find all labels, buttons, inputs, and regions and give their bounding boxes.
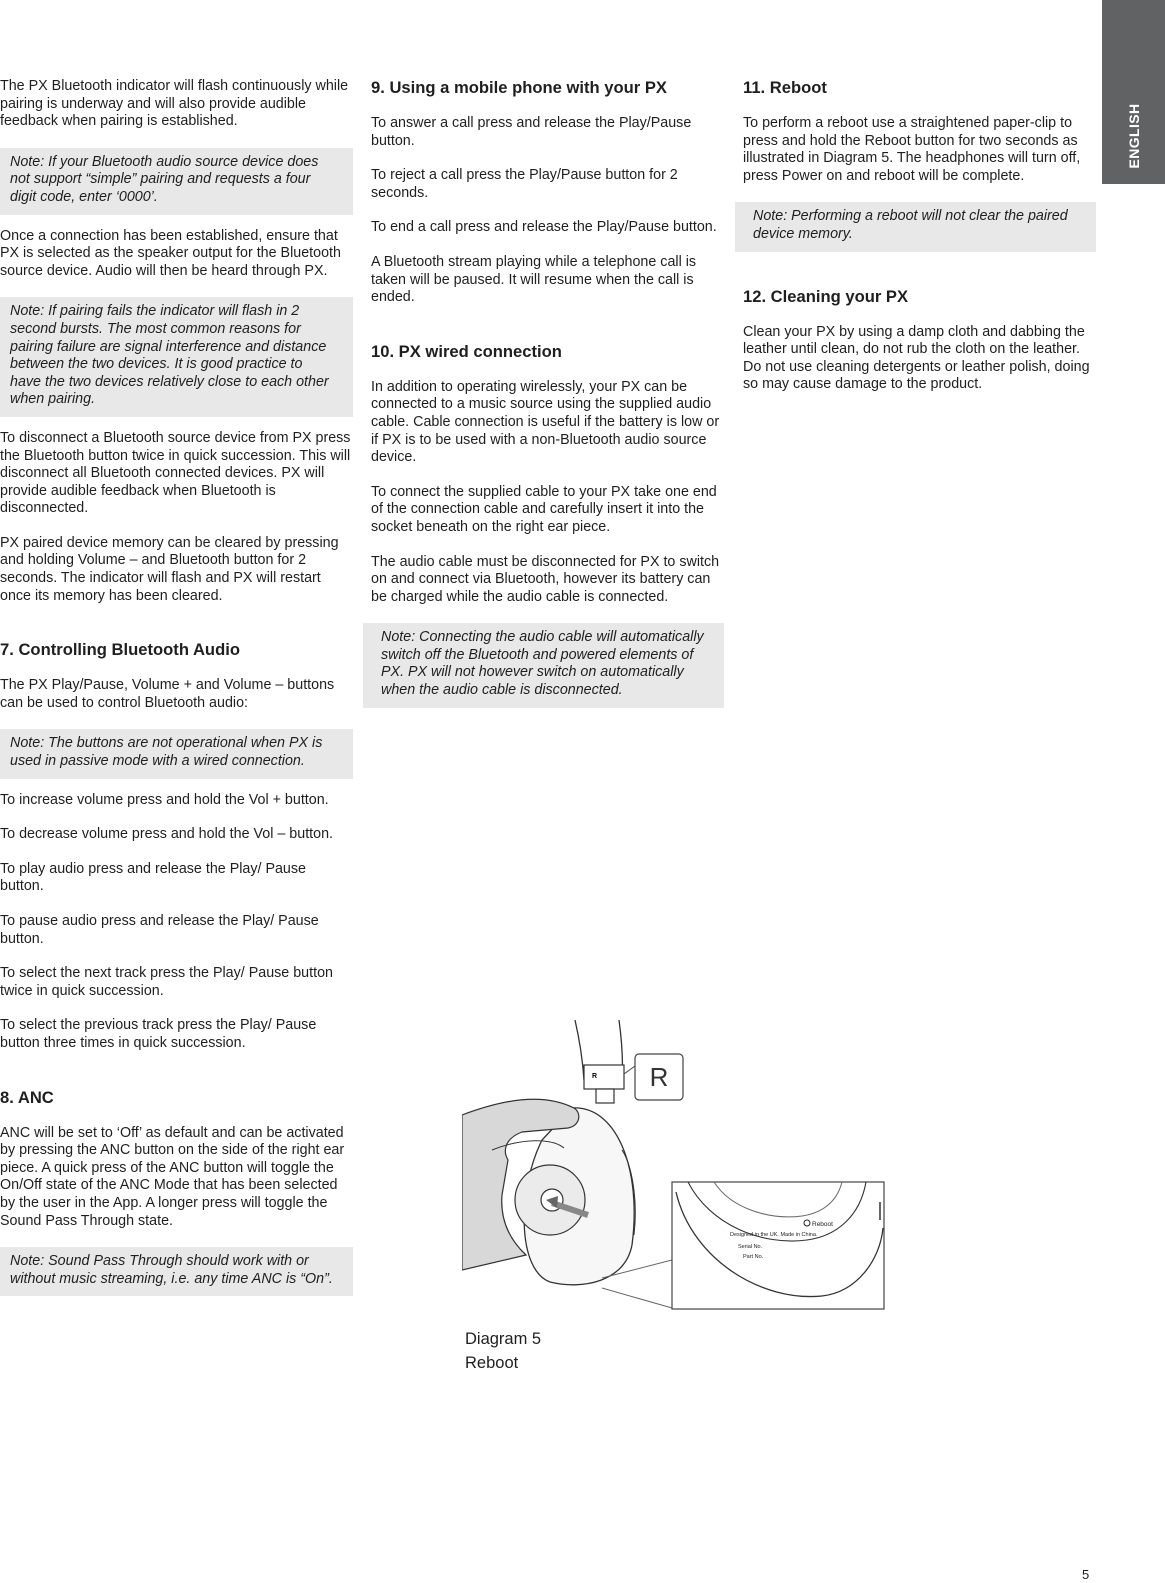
note-box: Note: Connecting the audio cable will automatically switch off the Bluetooth and powered elements of PX. PX will not however switch on automatically when the audio cable is disconnected. — [363, 623, 724, 707]
paragraph: To select the next track press the Play/ Pause button twice in quick succession. — [0, 965, 333, 999]
paragraph: ANC will be set to ‘Off’ as default and can be activated by pressing the ANC button on the side of the right ear piece. A quick press of the ANC button will toggle the On/Off state of the ANC Mode that has been selected by the user in the App. A longer press will toggle the Sound Pass Through state. — [0, 1124, 345, 1229]
reboot-diagram — [462, 1020, 902, 1310]
page-number: 5 — [1082, 1567, 1090, 1582]
column-right — [743, 78, 1096, 411]
language-tab — [1102, 0, 1165, 184]
made-in-label: Designed in the UK. Made in China. — [730, 1232, 818, 1238]
note-box: Note: The buttons are not operational when PX is used in passive mode with a wired connection. — [0, 729, 353, 778]
part-label: Part No. — [743, 1254, 764, 1260]
note-box: Note: Performing a reboot will not clear the paired device memory. — [735, 202, 1096, 251]
section-heading-10: 10. PX wired connection — [371, 341, 562, 361]
note-box: Note: Sound Pass Through should work with or without music streaming, i.e. any time ANC is “On”. — [0, 1247, 353, 1296]
column-middle — [371, 78, 724, 721]
headband-edge — [575, 1020, 584, 1080]
cup-letter: R — [592, 1073, 598, 1080]
paragraph: Once a connection has been established, ensure that PX is selected as the speaker output for the Bluetooth source device. Audio will then be heard through PX. — [0, 227, 341, 279]
callout-line — [624, 1066, 635, 1074]
paragraph: To decrease volume press and hold the Vol – button. — [0, 826, 334, 843]
serial-label: Serial No. — [738, 1244, 763, 1250]
note-box: Note: If your Bluetooth audio source device does not support “simple” pairing and requests a four digit code, enter ‘0000’. — [0, 148, 353, 215]
caption-line: Diagram 5 — [465, 1330, 542, 1348]
yoke — [584, 1065, 624, 1089]
paragraph: To answer a call press and release the Play/Pause button. — [371, 115, 692, 149]
paragraph: The audio cable must be disconnected for PX to switch on and connect via Bluetooth, however its battery can be charged while the audio cable is connected. — [371, 553, 720, 605]
paragraph: The PX Play/Pause, Volume + and Volume – buttons can be used to control Bluetooth audio: — [0, 677, 335, 711]
paragraph: To end a call press and release the Play/Pause button. — [371, 219, 717, 236]
paragraph: To perform a reboot use a straightened paper-clip to press and hold the Reboot button for two seconds as illustrated in Diagram 5. The headphones will turn off, press Power on and reboot will be complete. — [743, 115, 1081, 184]
paragraph: To increase volume press and hold the Vol + button. — [0, 791, 329, 808]
note-box: Note: If pairing fails the indicator will flash in 2 second bursts. The most common reasons for pairing failure are signal interference and distance between the two devices. It is good practice to have the two devices relatively close to each other when pairing. — [0, 297, 353, 417]
paragraph: To select the previous track press the Play/ Pause button three times in quick succession. — [0, 1017, 317, 1051]
column-left — [0, 78, 353, 1309]
paragraph: The PX Bluetooth indicator will flash continuously while pairing is underway and will also provide audible feedback when pairing is established. — [0, 78, 349, 130]
hinge — [596, 1089, 614, 1103]
section-heading-7: 7. Controlling Bluetooth Audio — [0, 640, 240, 660]
section-heading-8: 8. ANC — [0, 1087, 54, 1107]
callout-letter: R — [649, 1062, 669, 1092]
paragraph: To disconnect a Bluetooth source device from PX press the Bluetooth button twice in quick succession. This will disconnect all Bluetooth connected devices. PX will provide audible feedback when Bluetooth is disconnected. — [0, 429, 351, 517]
section-heading-12: 12. Cleaning your PX — [743, 286, 909, 306]
reboot-label: Reboot — [812, 1221, 833, 1228]
paragraph: To reject a call press the Play/Pause button for 2 seconds. — [371, 167, 678, 201]
zoom-line — [602, 1288, 672, 1308]
paragraph: PX paired device memory can be cleared by pressing and holding Volume – and Bluetooth button for 2 seconds. The indicator will flash and PX will restart once its memory has been cleared. — [0, 534, 339, 604]
paragraph: To connect the supplied cable to your PX take one end of the connection cable and carefully insert it into the socket beneath on the right ear piece. — [371, 483, 717, 535]
paragraph: A Bluetooth stream playing while a telephone call is taken will be paused. It will resume when the call is ended. — [371, 253, 697, 306]
reboot-button-icon — [804, 1220, 810, 1226]
paragraph: In addition to operating wirelessly, your PX can be connected to a music source using the supplied audio cable. Cable connection is useful if the battery is low or if PX is to be used with a non-Bluetooth audio source device. — [371, 378, 720, 466]
diagram-caption — [465, 1328, 541, 1375]
section-heading-11: 11. Reboot — [743, 78, 827, 97]
paragraph: Clean your PX by using a damp cloth and dabbing the leather until clean, do not rub the cloth on the leather. Do not use cleaning detergents or leather polish, doing so may cause damage to the product. — [743, 323, 1090, 393]
paragraph: To play audio press and release the Play/ Pause button. — [0, 860, 306, 895]
paragraph: To pause audio press and release the Play/ Pause button. — [0, 913, 319, 947]
caption-line: Reboot — [465, 1353, 519, 1372]
section-heading-9: 9. Using a mobile phone with your PX — [371, 78, 667, 97]
language-tab-label: ENGLISH — [1125, 103, 1142, 169]
